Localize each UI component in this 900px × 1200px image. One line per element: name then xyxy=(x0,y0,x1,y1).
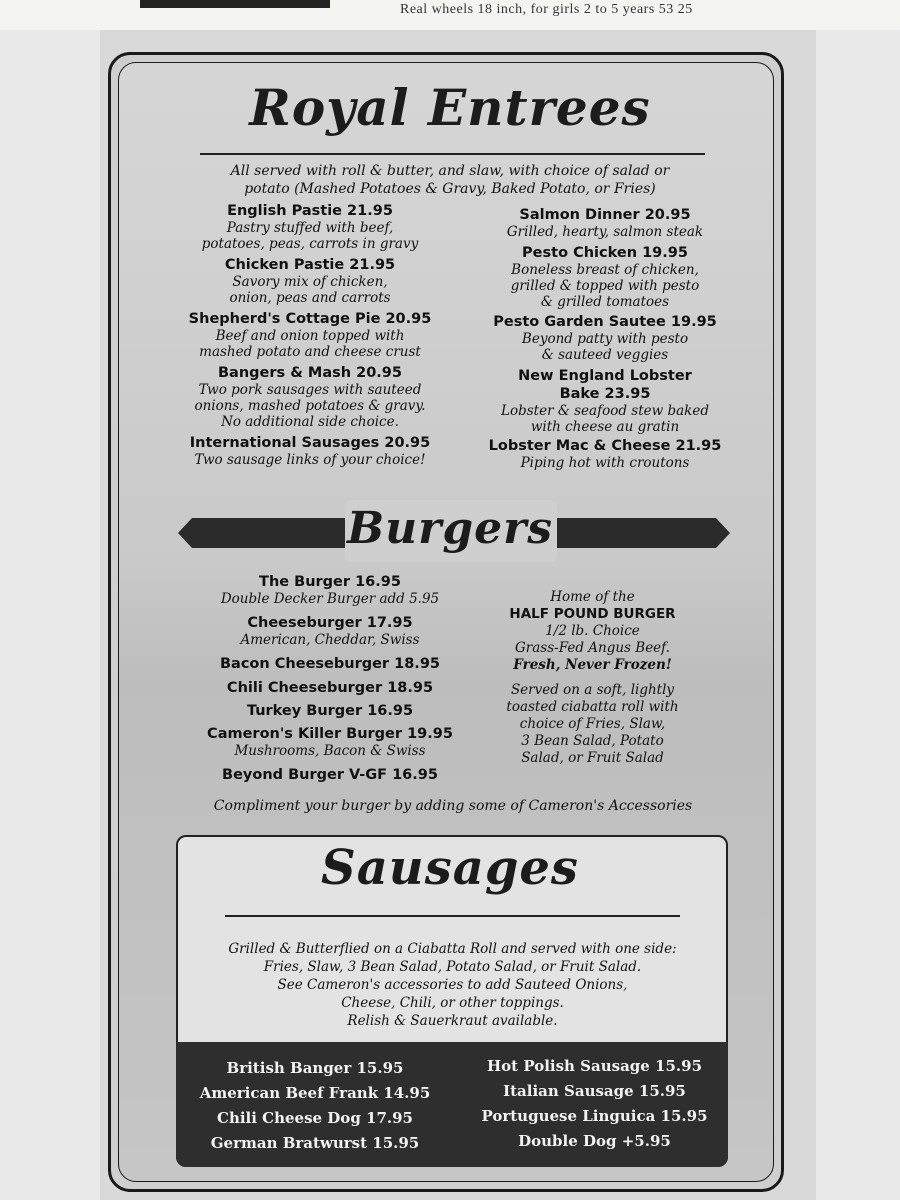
promo-headline xyxy=(470,606,715,623)
entree-desc: potatoes, peas, carrots in gravy xyxy=(201,236,419,252)
burger-desc: American, Cheddar, Swiss xyxy=(240,632,420,648)
burger-item xyxy=(180,725,480,759)
entree-item xyxy=(455,437,755,471)
entree-desc: mashed potato and cheese crust xyxy=(199,344,421,360)
intro-line: All served with roll & butter, and slaw, with choice of salad or xyxy=(230,163,670,179)
burgers-title: Burgers xyxy=(346,503,554,554)
entree-name: Chicken Pastie 21.95 xyxy=(224,257,396,273)
burger-name: Cameron's Killer Burger 19.95 xyxy=(207,726,453,742)
sausage-item: Portuguese Linguica 15.95 xyxy=(481,1107,708,1125)
promo-line: Home of the xyxy=(550,589,635,605)
underlying-page-graphic xyxy=(140,0,330,8)
entree-desc: & sauteed veggies xyxy=(541,347,669,363)
entree-desc: Savory mix of chicken, xyxy=(232,274,388,290)
burger-item xyxy=(180,679,480,697)
promo-line: Grass-Fed Angus Beef. xyxy=(515,640,670,656)
promo-line: Fresh, Never Frozen! xyxy=(513,657,672,673)
entree-desc: Grilled, hearty, salmon steak xyxy=(506,224,704,240)
burger-item xyxy=(180,766,480,784)
promo-line: Salad, or Fruit Salad xyxy=(521,750,664,766)
burger-desc: Double Decker Burger add 5.95 xyxy=(220,591,440,607)
promo-line: 1/2 lb. Choice xyxy=(545,623,640,639)
entree-item xyxy=(160,310,460,360)
entree-name: New England Lobster xyxy=(518,368,692,384)
entree-name: Salmon Dinner 20.95 xyxy=(519,207,691,223)
entree-item xyxy=(455,206,755,240)
burger-promo xyxy=(470,589,715,767)
promo-line: toasted ciabatta roll with xyxy=(506,699,679,715)
entree-desc: No additional side choice. xyxy=(221,414,399,430)
sausages-title: Sausages xyxy=(321,840,579,896)
promo-line: 3 Bean Salad, Potato xyxy=(521,733,664,749)
entree-desc: Two sausage links of your choice! xyxy=(194,452,426,468)
entree-desc: Beef and onion topped with xyxy=(215,328,405,344)
entree-item xyxy=(160,434,460,468)
burger-item xyxy=(180,702,480,720)
underlying-page-text: Real wheels 18 inch, for girls 2 to 5 years 53 25 xyxy=(400,2,693,17)
entree-name: International Sausages 20.95 xyxy=(189,435,431,451)
entree-desc: Lobster & seafood stew baked xyxy=(501,403,709,419)
entree-desc: Boneless breast of chicken, xyxy=(511,262,699,278)
entree-item xyxy=(160,364,460,430)
underlying-page-fragment xyxy=(0,0,900,30)
entree-name: English Pastie 21.95 xyxy=(227,203,393,219)
burger-name: Chili Cheeseburger 18.95 xyxy=(226,680,434,696)
entree-desc: Two pork sausages with sauteed xyxy=(198,382,422,398)
entree-desc: with cheese au gratin xyxy=(530,419,680,435)
sausages-intro-line: Grilled & Butterflied on a Ciabatta Roll and served with one side: xyxy=(228,941,677,957)
sausages-intro xyxy=(185,940,720,1030)
entree-item xyxy=(160,202,460,252)
sausages-intro-line: Relish & Sauerkraut available. xyxy=(347,1013,558,1029)
sausages-intro-line: Fries, Slaw, 3 Bean Salad, Potato Salad, or Fruit Salad. xyxy=(263,959,642,975)
burgers-footer: Compliment your burger by adding some of Cameron's Accessories xyxy=(213,798,693,814)
entree-name: Pesto Chicken 19.95 xyxy=(522,245,688,261)
burger-item xyxy=(180,573,480,607)
sausage-item: British Banger 15.95 xyxy=(226,1059,404,1077)
royal-entrees-intro xyxy=(180,162,720,198)
entree-name: Lobster Mac & Cheese 21.95 xyxy=(488,438,722,454)
promo-line: choice of Fries, Slaw, xyxy=(519,716,666,732)
burger-name: Turkey Burger 16.95 xyxy=(246,703,414,719)
entree-item xyxy=(160,256,460,306)
sausages-intro-line: Cheese, Chili, or other toppings. xyxy=(341,995,564,1011)
entree-desc: & grilled tomatoes xyxy=(540,294,670,310)
sausages-underline xyxy=(225,915,680,917)
entree-desc: Pastry stuffed with beef, xyxy=(226,220,394,236)
entree-desc: Piping hot with croutons xyxy=(520,455,690,471)
sausage-item: Chili Cheese Dog 17.95 xyxy=(217,1109,413,1127)
royal-entrees-title: Royal Entrees xyxy=(249,78,651,137)
sausage-item: American Beef Frank 14.95 xyxy=(199,1084,431,1102)
burger-item xyxy=(180,655,480,673)
intro-line: potato (Mashed Potatoes & Gravy, Baked Potato, or Fries) xyxy=(244,181,656,197)
entree-name: Pesto Garden Sautee 19.95 xyxy=(493,314,717,330)
entree-item xyxy=(455,313,755,363)
sausage-item: German Bratwurst 15.95 xyxy=(210,1134,420,1152)
entree-name: Bake 23.95 xyxy=(559,386,651,402)
entree-item xyxy=(455,367,755,435)
burger-name: Beyond Burger V-GF 16.95 xyxy=(222,767,438,783)
burger-name: Bacon Cheeseburger 18.95 xyxy=(220,656,440,672)
entree-desc: grilled & topped with pesto xyxy=(510,278,700,294)
sausages-intro-line: See Cameron's accessories to add Sauteed Onions, xyxy=(277,977,628,993)
burger-name: Cheeseburger 17.95 xyxy=(247,615,413,631)
entree-desc: Beyond patty with pesto xyxy=(521,331,689,347)
entree-desc: onion, peas and carrots xyxy=(229,290,391,306)
burger-desc: Mushrooms, Bacon & Swiss xyxy=(234,743,426,759)
promo-headline-text: HALF POUND BURGER xyxy=(509,606,676,622)
burger-item xyxy=(180,614,480,648)
entree-name: Bangers & Mash 20.95 xyxy=(218,365,402,381)
burger-name: The Burger 16.95 xyxy=(259,574,401,590)
promo-line: Served on a soft, lightly xyxy=(510,682,675,698)
entree-item xyxy=(455,244,755,310)
entree-desc: onions, mashed potatoes & gravy. xyxy=(194,398,426,414)
royal-entrees-underline xyxy=(200,153,705,155)
sausage-item: Hot Polish Sausage 15.95 xyxy=(486,1057,703,1075)
sausage-item: Double Dog +5.95 xyxy=(518,1132,671,1150)
entree-name: Shepherd's Cottage Pie 20.95 xyxy=(188,311,432,327)
sausage-item: Italian Sausage 15.95 xyxy=(503,1082,686,1100)
